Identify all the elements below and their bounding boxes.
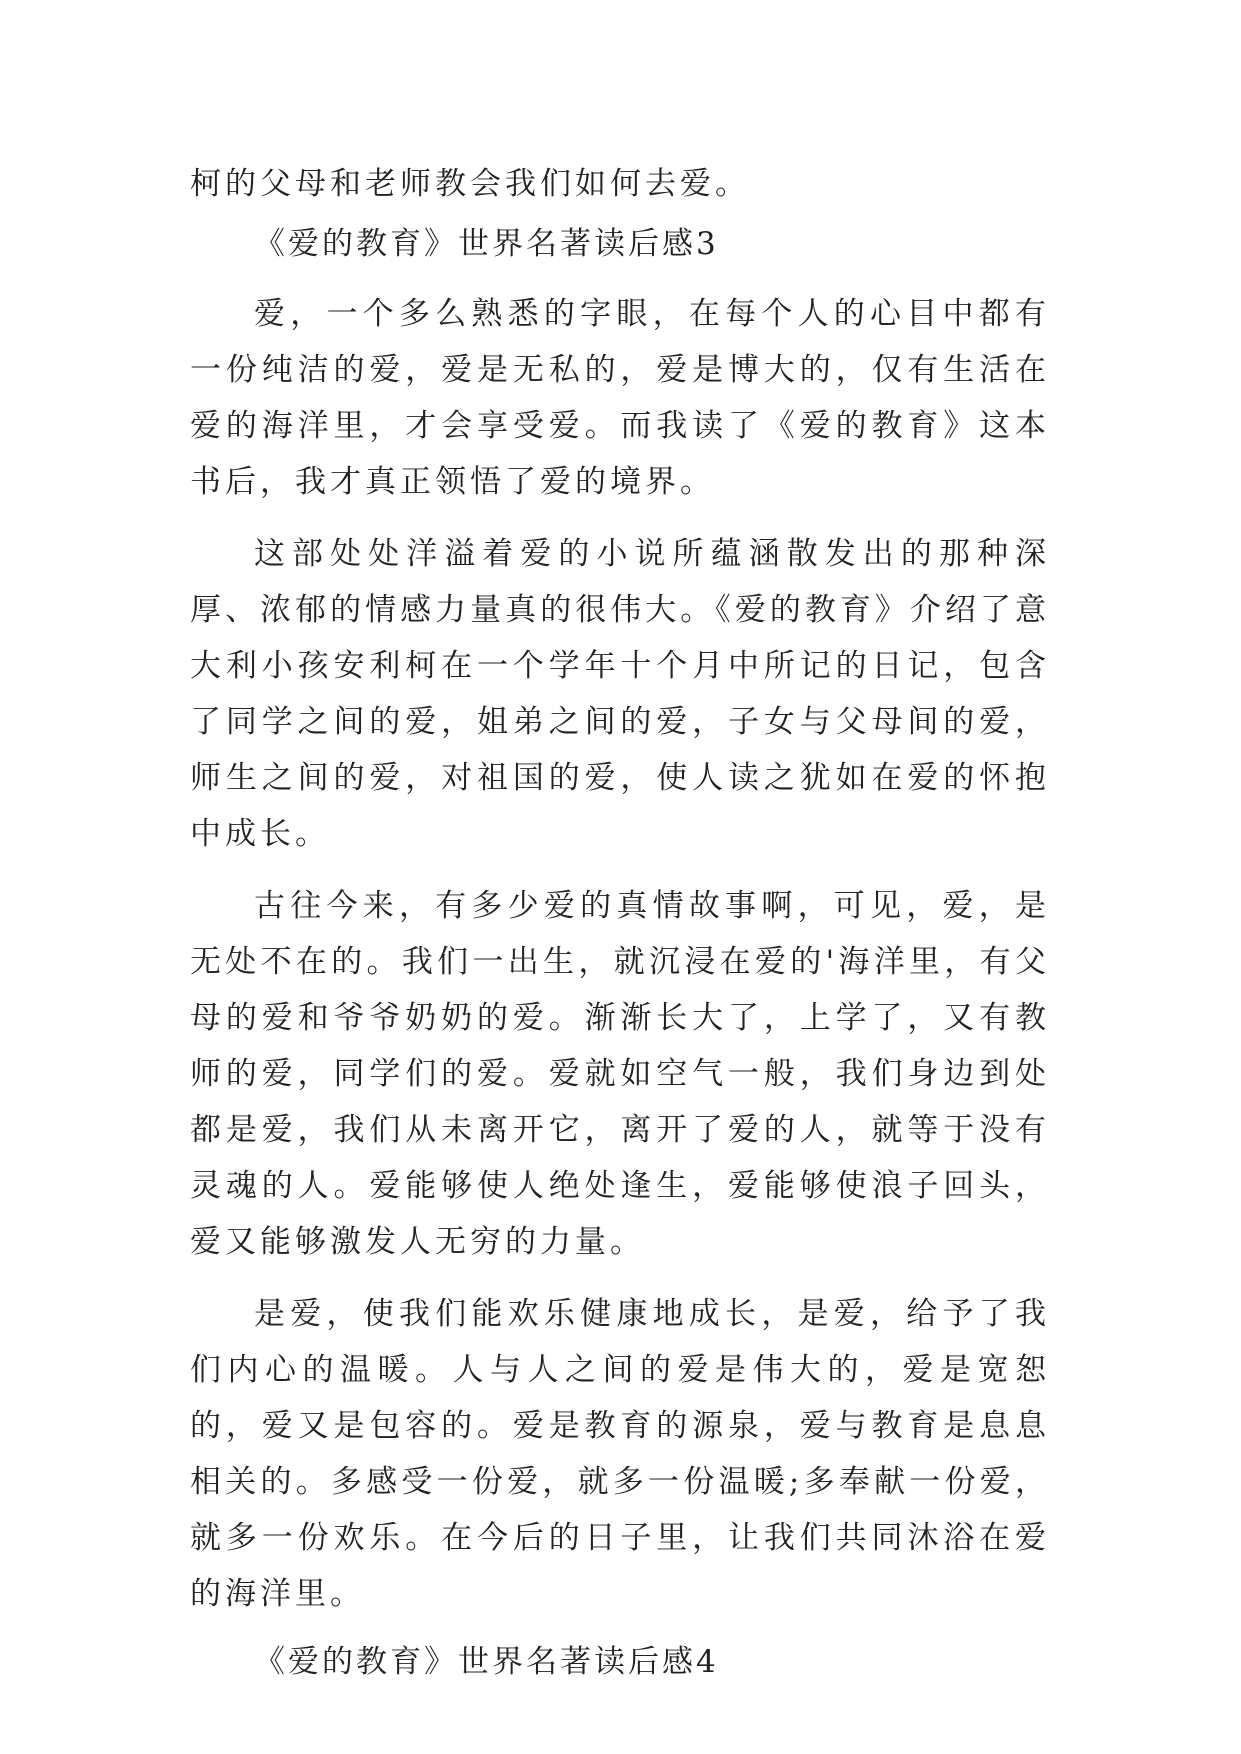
paragraph-intro: 爱，一个多么熟悉的字眼，在每个人的心目中都有一份纯洁的爱，爱是无私的，爱是博大的，仅有生活在爱的海洋里，才会享受爱。而我读了《爱的教育》这本书后，我才真正领悟了爱的境界。 — [190, 296, 1050, 500]
paragraph-continuation: 柯的父母和老师教会我们如何去爱。 — [190, 166, 750, 202]
paragraph-novel-description: 这部处处洋溢着爱的小说所蕴涵散发出的那种深厚、浓郁的情感力量真的很伟大。《爱的教育》介绍了意大利小孩安利柯在一个学年十个月中所记的日记，包含了同学之间的爱，姐弟之间的爱，子女与父母间的爱，师生之间的爱，对祖国的爱，使人读之犹如在爱的怀抱中成长。 — [190, 536, 1050, 852]
section-heading-4: 《爱的教育》世界名著读后感4 — [254, 1644, 719, 1680]
paragraph-conclusion: 是爱，使我们能欢乐健康地成长，是爱，给予了我们内心的温暖。人与人之间的爱是伟大的，爱是宽恕的，爱又是包容的。爱是教育的源泉，爱与教育是息息相关的。多感受一份爱，就多一份温暖;多奉献一份爱，就多一份欢乐。在今后的日子里，让我们共同沐浴在爱的海洋里。 — [190, 1296, 1050, 1612]
paragraph-love-everywhere: 古往今来，有多少爱的真情故事啊，可见，爱，是无处不在的。我们一出生，就沉浸在爱的'海洋里，有父母的爱和爷爷奶奶的爱。渐渐长大了，上学了，又有教师的爱，同学们的爱。爱就如空气一般，我们身边到处都是爱，我们从未离开它，离开了爱的人，就等于没有灵魂的人。爱能够使人绝处逢生，爱能够使浪子回头，爱又能够激发人无穷的力量。 — [190, 888, 1050, 1260]
document-body — [190, 156, 1050, 1690]
section-heading-3: 《爱的教育》世界名著读后感3 — [254, 226, 719, 262]
